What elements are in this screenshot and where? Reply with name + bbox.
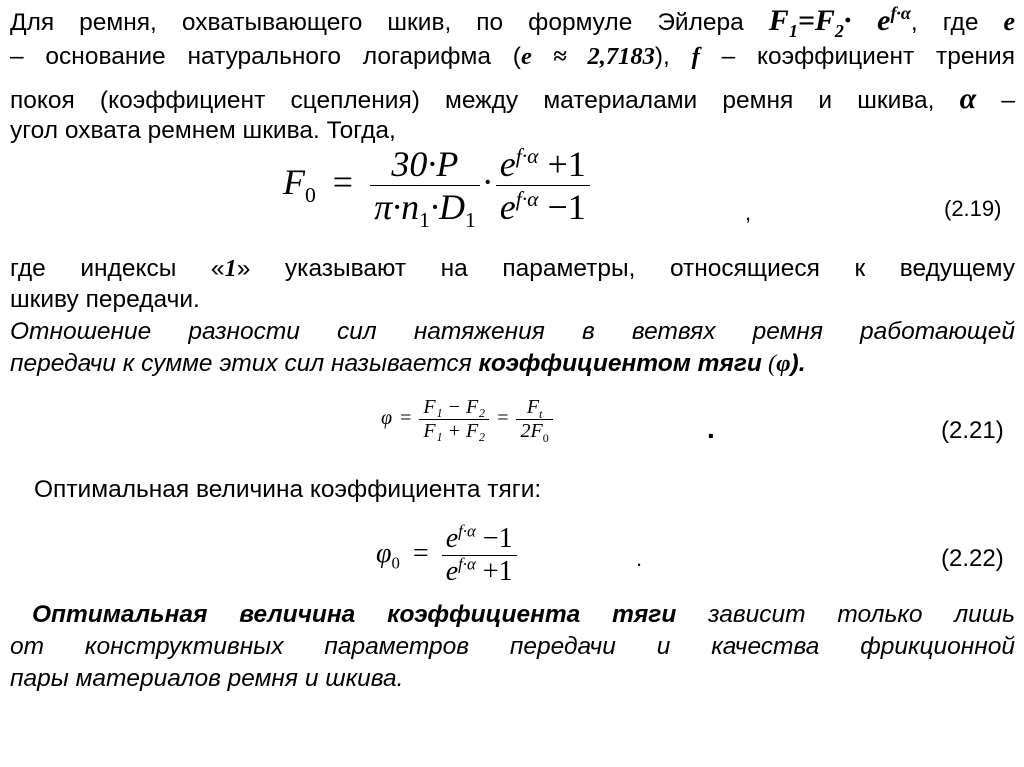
euler-formula: $F_1=F_2\cdot e^{f\cdot\alpha}$ <box>768 3 911 41</box>
paragraph-5-line-2: от конструктивных параметров передачи и качества фрикционной <box>10 633 1015 660</box>
symbol-phi: φ <box>776 350 791 377</box>
equation-2-19: $F_0$ = $\frac{30\cdot P}{\pi\cdot n_1\cdot D_1}$ · $\frac{e^{f\cdot\alpha} +1}{e^{f\cdot\alpha} -1}$ <box>283 143 590 228</box>
equation-2-21-dot: . <box>707 413 715 444</box>
equation-2-21: φ = $\frac{\text{F₁ − F₂}}{\text{F₁ + F₂}}$ = $\frac{F_t}{2F_0}$ <box>381 396 553 443</box>
paragraph-2-line-1: где индексы «1» указывают на параметры, относящиеся к ведущему <box>10 255 1015 282</box>
equation-number-2-21: (2.21) <box>941 417 1004 444</box>
symbol-e: e <box>1003 7 1015 36</box>
term-optimal-traction: Оптимальная величина коэффициента тяги <box>32 601 677 628</box>
paragraph-2-line-2: шкиву передачи. <box>10 286 200 313</box>
symbol-f: f <box>691 43 700 70</box>
paragraph-1-line-2: – основание натурального логарифма (e ≈ 2,7183), f – коэффициент трения <box>10 43 1015 70</box>
index-one: 1 <box>224 255 237 282</box>
equation-2-22: $\varphi_0$ = $\frac{e^{f\cdot\alpha} -1}{e^{f\cdot\alpha} +1}$ <box>376 523 517 588</box>
equation-2-19-comma: , <box>745 200 752 225</box>
fraction-exponential: $\frac{e^{f\cdot\alpha} +1}{e^{f\cdot\alpha} -1}$ <box>496 143 590 228</box>
fraction-power: $\frac{30\cdot P}{\pi\cdot n_1\cdot D_1}$ <box>370 143 480 228</box>
paragraph-3-line-1: Отношение разности сил натяжения в ветвях ремня работающей <box>10 318 1015 345</box>
term-traction-coefficient: коэффициентом тяги <box>478 350 762 377</box>
paragraph-5-line-3: пары материалов ремня и шкива. <box>10 665 404 692</box>
e-approx-value: e ≈ 2,7183 <box>520 43 655 70</box>
paragraph-1-line-1: Для ремня, охватывающего шкив, по формуле Эйлера $F_1=F_2\cdot e^{f\cdot\alpha}$, где e <box>10 3 1015 41</box>
paragraph-4-line-1: Оптимальная величина коэффициента тяги: <box>34 476 542 503</box>
paragraph-1-line-3: покоя (коэффициент сцепления) между материалами ремня и шкива, α – <box>10 82 1016 115</box>
paragraph-1-line-4: угол охвата ремнем шкива. Тогда, <box>10 117 396 144</box>
paragraph-5-line-1: Оптимальная величина коэффициента тяги зависит только лишь <box>32 601 1015 628</box>
equation-number-2-22: (2.22) <box>941 545 1004 572</box>
symbol-alpha: α <box>959 82 977 115</box>
equation-2-22-dot: . <box>636 546 643 571</box>
paragraph-3-line-2: передачи к сумме этих сил называется коэффициентом тяги (φ). <box>10 350 806 377</box>
equation-number-2-19: (2.19) <box>944 196 1002 221</box>
